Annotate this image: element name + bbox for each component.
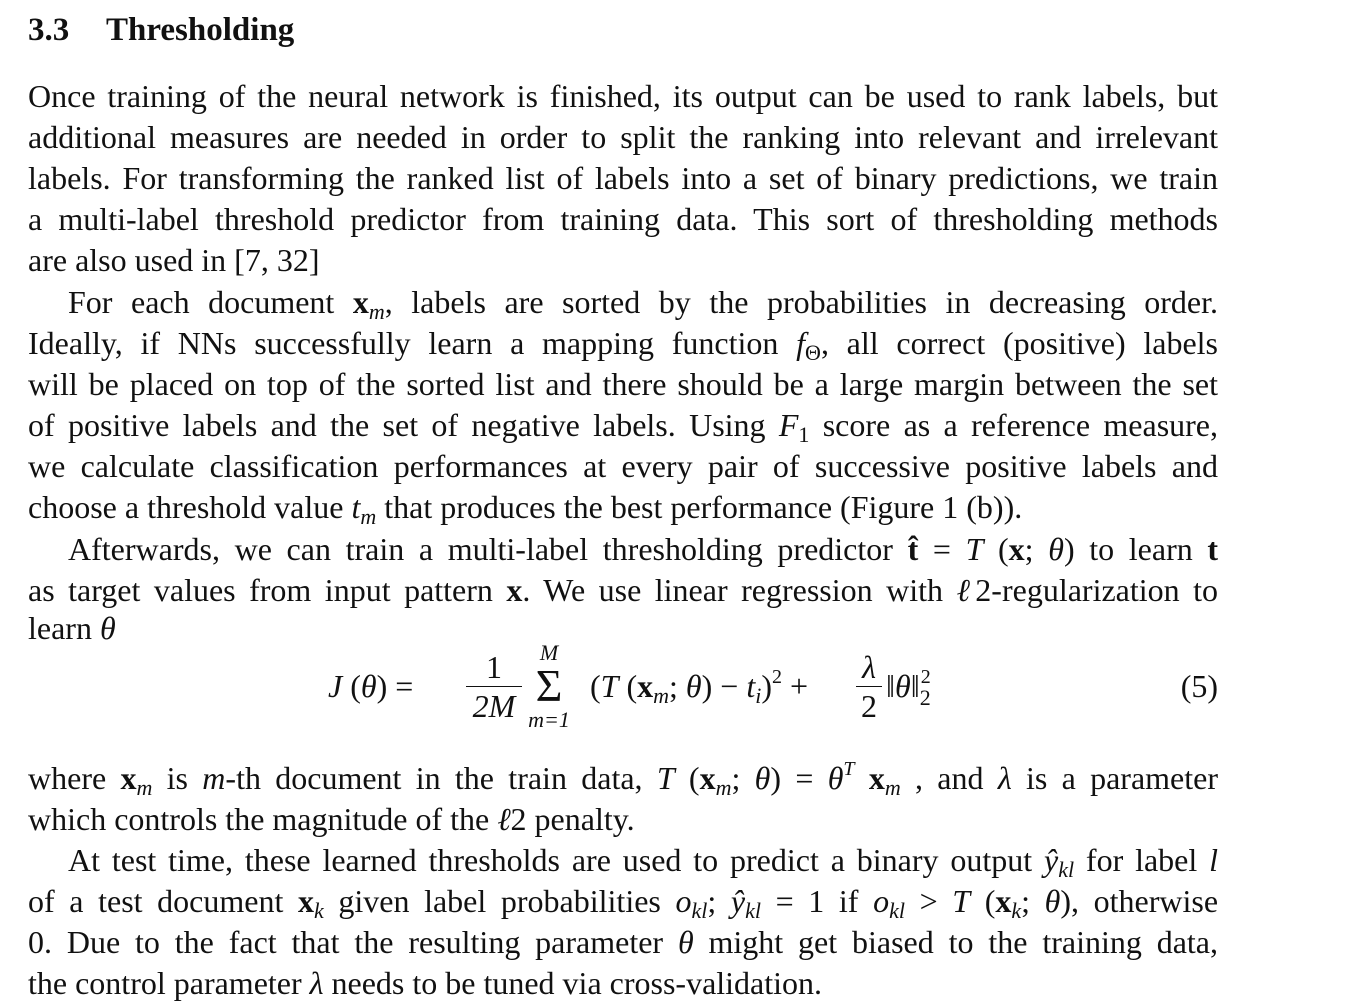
math-xm: $x_m$ [352,284,385,324]
paragraph-predictor [28,529,1218,649]
math-f-theta: $f_\Theta$ [796,325,821,365]
text-line: Once training of the neural network is finished, its output can be used to rank labels, but [28,78,1218,114]
math-t: t [1207,531,1219,567]
equation-5 [328,636,1218,746]
section-title: Thresholding [106,12,295,48]
equation-body: (T ($x_m$; $\theta) - t_i)^2$ + [590,666,809,708]
paragraph-where [28,758,1218,840]
text-line: learn θ [28,610,116,646]
text-line: as target values from input pattern x. We use linear regression with ℓ2-regularization to [28,572,1219,608]
text-line: 0. Due to the fact that the resulting parameter θ might get biased to the training data, [28,924,1219,960]
text-line: we calculate classification performances at every pair of successive positive labels and [28,448,1218,484]
equation-fraction-1: 1 2M [466,648,522,725]
text-line: will be placed on top of the sorted list and there should be a large margin between the set [28,366,1218,402]
section-number: 3.3 [28,12,70,48]
math-f1: $F_1$ [778,407,810,447]
text-line: For each document $x_m$, labels are sorted by the probabilities in decreasing order. [68,284,1218,324]
text-line: At test time, these learned thresholds are used to predict a binary output $ŷ_{kl}$ for label l [68,842,1219,882]
summation-symbol: M Σ m=1 [528,640,570,732]
math-x: x [506,572,523,608]
text-line: labels. For transforming the ranked list of labels into a set of binary predictions, we train [28,160,1218,196]
math-theta: θ [99,610,116,646]
math-ell: ℓ [956,572,976,608]
section-heading [28,12,294,49]
paragraph-sorting [28,282,1218,528]
equation-fraction-2: λ 2 [856,648,882,725]
text-line: choose a threshold value $t_m$ that produces the best performance (Figure 1 (b)). [28,489,1023,529]
text-line: which controls the magnitude of the ℓ2 penalty. [28,801,635,837]
equation-regularizer: $‖\theta‖_2^2$ [886,666,931,710]
math-predictor: t̂ = T (x; θ) [907,531,1075,567]
paragraph-test-time [28,840,1218,1004]
paragraph-intro [28,76,1218,281]
math-linear-model: T ($x_m$; $\theta) = \theta^T$ $x_m$ [656,758,901,800]
equation-number: (5) [1180,668,1218,704]
text-line: are also used in [7, 32] [28,242,320,278]
equation-lhs: J (θ) = [328,668,414,704]
text-line: of a test document $x_k$ given label probabilities $o_{kl}$; $ŷ_{kl} = 1$ if $o_{kl} > T$ ($x_k$; θ), otherwise [28,883,1219,923]
text-line: the control parameter λ needs to be tuned via cross-validation. [28,965,823,1001]
text-line: of positive labels and the set of negative labels. Using $F_1$ score as a reference measure, [28,407,1219,447]
math-tm: $t_m$ [351,489,377,529]
text-line: a multi-label threshold predictor from training data. This sort of thresholding methods [28,201,1218,237]
text-line: Afterwards, we can train a multi-label thresholding predictor t̂ = T (x; θ) to learn t [68,531,1219,567]
text-line: Ideally, if NNs successfully learn a mapping function $f_\Theta$, all correct (positive) labels [28,325,1219,365]
text-line: where $x_m$ is m-th document in the train data, T ($x_m$; $\theta) = \theta^T$ $x_m$ , and λ is a parameter [28,758,1219,800]
text-line: additional measures are needed in order to split the ranking into relevant and irrelevant [28,119,1218,155]
